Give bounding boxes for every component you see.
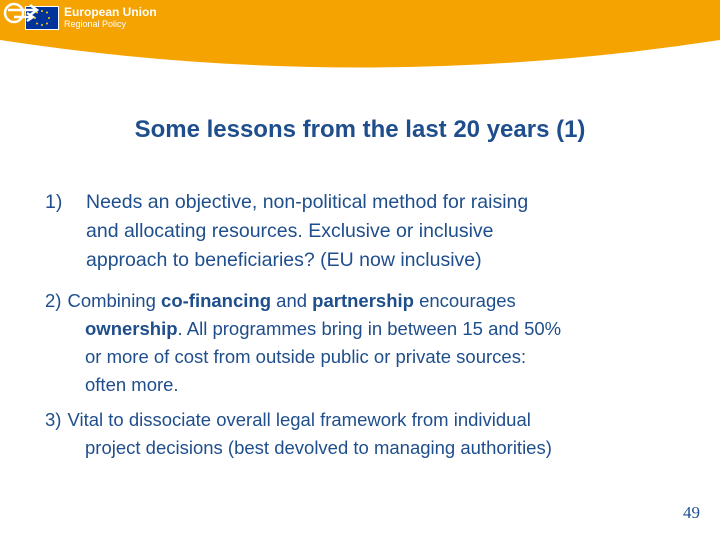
page-number: 49 [683, 503, 700, 522]
lesson-number: 2) [45, 290, 62, 311]
org-subtitle: Regional Policy [64, 19, 127, 29]
regional-policy-arrows-icon [0, 0, 44, 28]
lesson-text-line: and allocating resources. Exclusive or inclusive [86, 220, 494, 242]
lesson-text-segment: Combining [67, 290, 162, 311]
lesson-text-segment: . All programmes bring in between 15 and 50% [177, 318, 562, 339]
lesson-item-3 [45, 406, 715, 462]
header-banner [0, 0, 720, 72]
org-title: European Union [64, 5, 157, 19]
lesson-number: 1) [45, 191, 63, 213]
lesson-text-line: or more of cost from outside public or private sources: [85, 346, 527, 367]
lesson-text-line: project decisions (best devolved to managing authorities) [85, 437, 552, 458]
lesson-number: 3) [45, 409, 62, 430]
lesson-text-line: Vital to dissociate overall legal framework from individual [67, 409, 531, 430]
lesson-item-2 [45, 287, 715, 399]
lesson-text-line: approach to beneficiaries? (EU now inclusive) [86, 249, 482, 271]
lesson-text-bold: co-financing [161, 290, 272, 311]
lesson-text-bold: partnership [312, 290, 414, 311]
eu-logo-text [64, 5, 157, 30]
slide-title: Some lessons from the last 20 years (1) [134, 116, 586, 143]
lesson-text-line: often more. [85, 374, 179, 395]
lesson-item-1 [45, 188, 705, 275]
lesson-text-line: Needs an objective, non-political method for raising [86, 191, 529, 213]
lesson-text-segment: encourages [413, 290, 516, 311]
lesson-text-segment: and [271, 290, 313, 311]
lesson-text-bold: ownership [85, 318, 178, 339]
